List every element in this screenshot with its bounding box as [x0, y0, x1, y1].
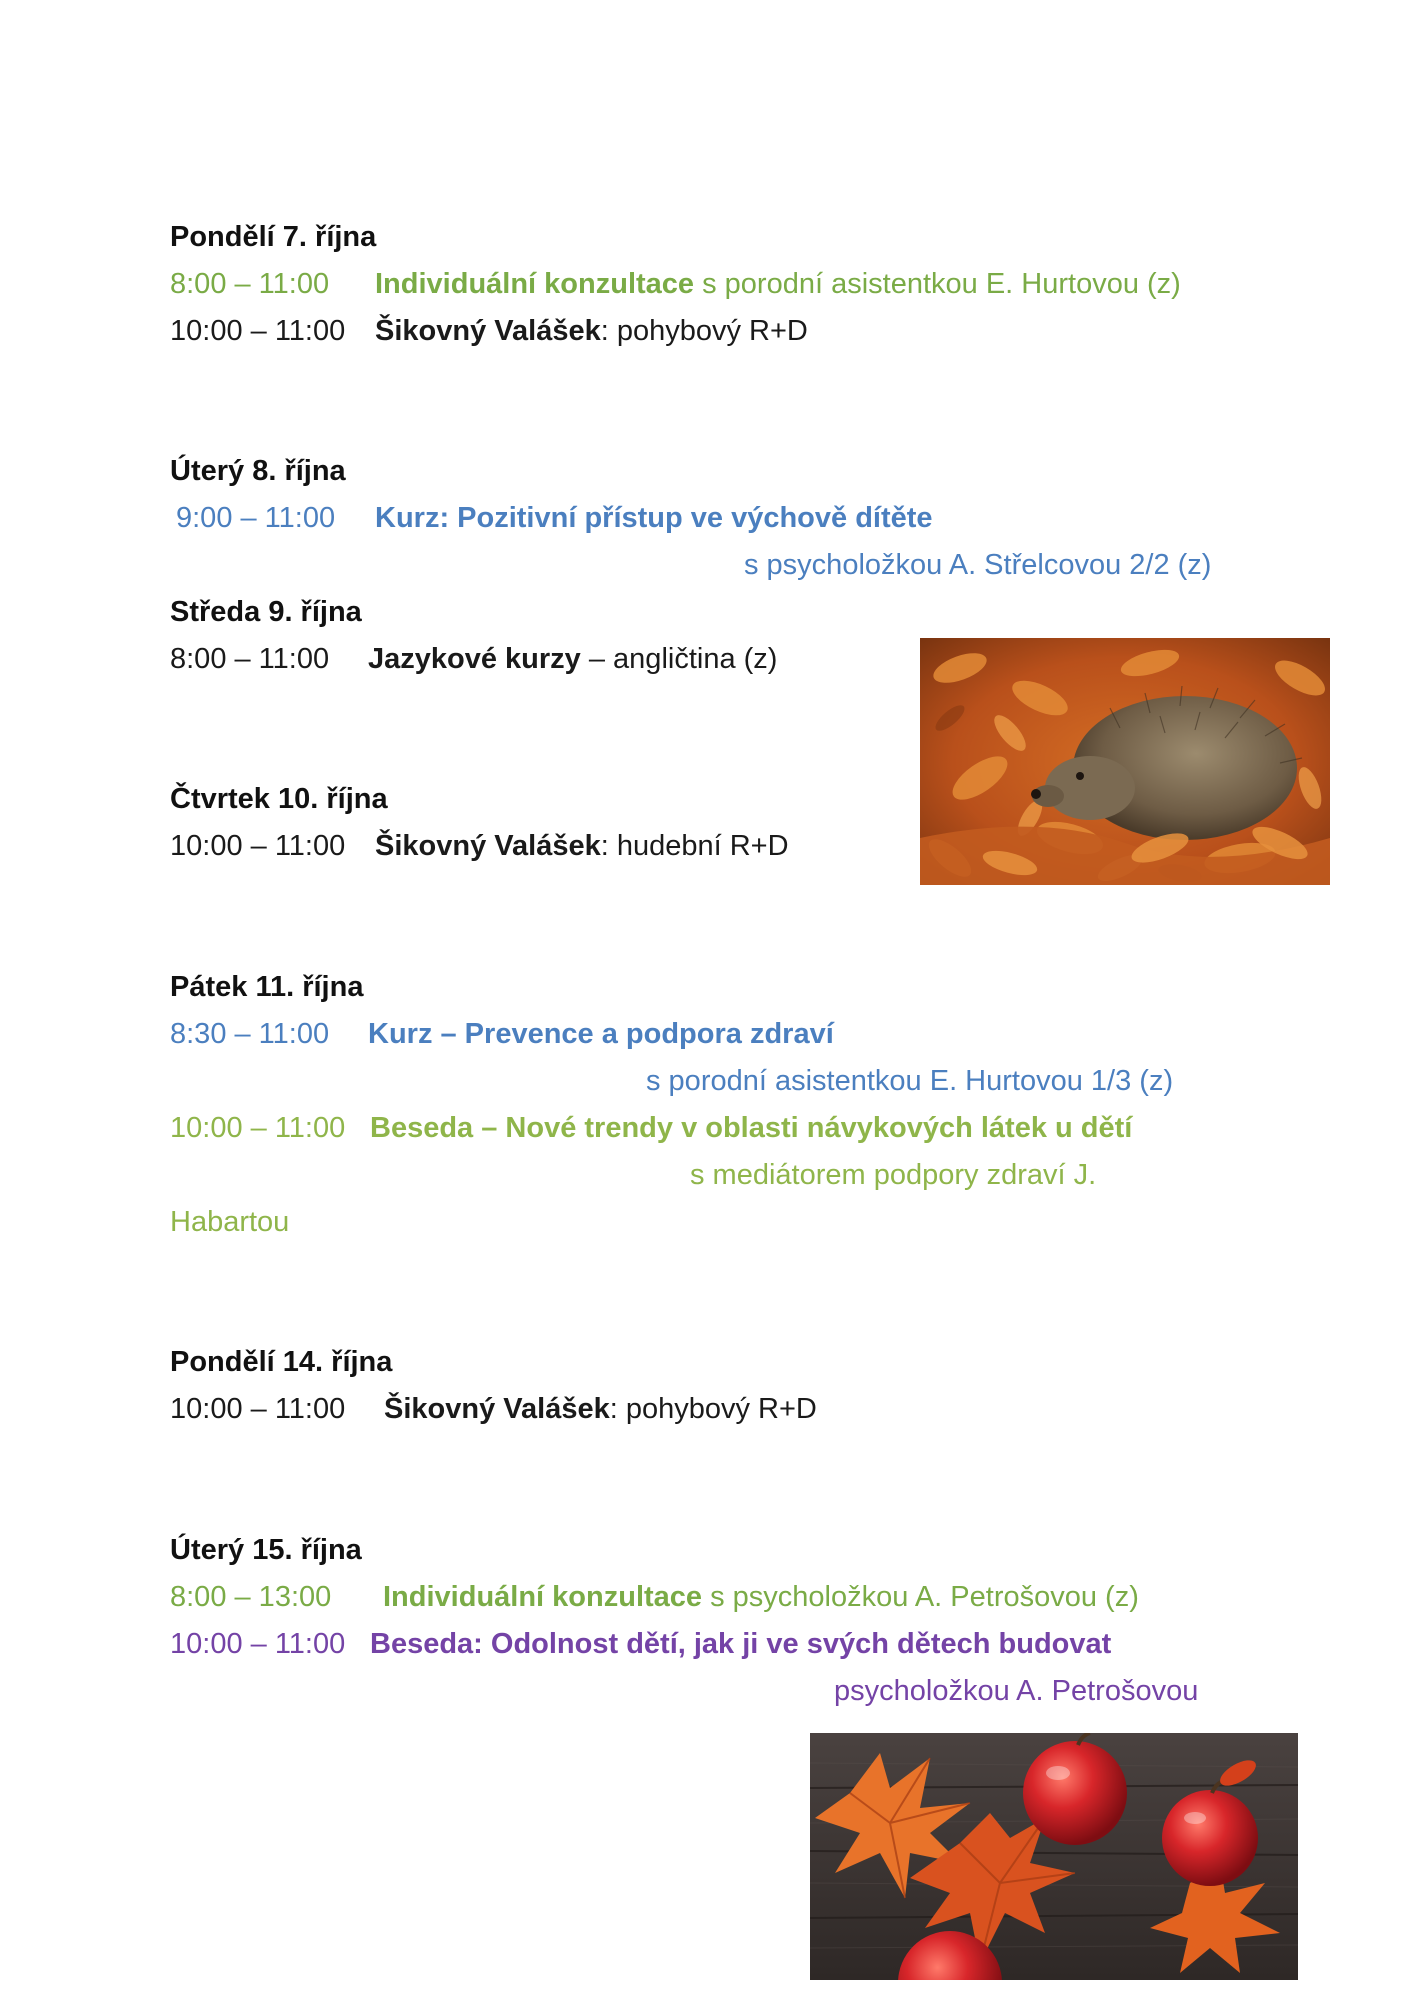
event-title: Individuální konzultace	[375, 268, 695, 300]
event-time: 8:00 – 13:00	[170, 1581, 332, 1613]
event-title: Šikovný Valášek	[384, 1393, 610, 1425]
event-time: 9:00 – 11:00	[176, 502, 336, 534]
event-detail: : pohybový R+D	[609, 1393, 817, 1425]
event-time: 10:00 – 11:00	[170, 1628, 346, 1660]
event-talk-odolnost-deti	[170, 1624, 1111, 1664]
event-detail: s psycholožkou A. Petrošovou (z)	[702, 1581, 1139, 1613]
event-title: Individuální konzultace	[383, 1581, 703, 1613]
day-heading-fri-11: Pátek 11. října	[170, 971, 364, 1003]
event-detail: – angličtina (z)	[580, 643, 778, 675]
event-time: 8:00 – 11:00	[170, 643, 330, 675]
event-sikovny-valasek-hudebni	[170, 826, 789, 866]
event-title: Šikovný Valášek	[375, 315, 601, 347]
event-title: Šikovný Valášek	[375, 830, 601, 862]
event-course-prevence	[170, 1014, 834, 1054]
event-language-courses	[170, 639, 777, 679]
event-title: Beseda: Odolnost dětí, jak ji ve svých dětech budovat	[370, 1628, 1112, 1660]
event-time: 8:30 – 11:00	[170, 1018, 330, 1050]
event-course-pozitivni-pristup	[176, 498, 933, 538]
event-sikovny-valasek-pohybovy-2	[170, 1389, 817, 1429]
event-detail: : pohybový R+D	[600, 315, 808, 347]
event-continuation: s porodní asistentkou E. Hurtovou 1/3 (z)	[646, 1065, 1174, 1097]
event-time: 10:00 – 11:00	[170, 315, 346, 347]
event-time: 8:00 – 11:00	[170, 268, 330, 300]
day-heading-mon-7: Pondělí 7. října	[170, 221, 377, 253]
event-continuation: psycholožkou A. Petrošovou	[834, 1675, 1199, 1707]
event-time: 10:00 – 11:00	[170, 1112, 346, 1144]
event-detail: s porodní asistentkou E. Hurtovou (z)	[694, 268, 1181, 300]
event-continuation: s mediátorem podpory zdraví J.	[690, 1159, 1097, 1191]
day-heading-tue-8: Úterý 8. října	[170, 455, 346, 487]
event-time: 10:00 – 11:00	[170, 830, 346, 862]
event-talk-navykove-latky	[170, 1108, 1132, 1148]
day-heading-tue-15: Úterý 15. října	[170, 1534, 362, 1566]
event-detail: : hudební R+D	[600, 830, 789, 862]
apples-maple-leaves-photo	[810, 1733, 1298, 1980]
event-title: Kurz: Pozitivní přístup ve výchově dítěte	[375, 502, 933, 534]
hedgehog-autumn-photo	[920, 638, 1330, 885]
day-heading-thu-10: Čtvrtek 10. října	[170, 783, 388, 815]
day-heading-mon-14: Pondělí 14. října	[170, 1346, 393, 1378]
event-continuation: s psycholožkou A. Střelcovou 2/2 (z)	[744, 549, 1212, 581]
event-title: Kurz – Prevence a podpora zdraví	[368, 1018, 834, 1050]
event-consultation-hurtova	[170, 264, 1181, 304]
event-consultation-petrosova	[170, 1577, 1139, 1617]
event-time: 10:00 – 11:00	[170, 1393, 346, 1425]
event-title: Jazykové kurzy	[368, 643, 581, 675]
event-title: Beseda – Nové trendy v oblasti návykových látek u dětí	[370, 1112, 1133, 1144]
event-sikovny-valasek-pohybovy	[170, 311, 808, 351]
event-continuation-2: Habartou	[170, 1206, 290, 1238]
day-heading-wed-9: Středa 9. října	[170, 596, 362, 628]
